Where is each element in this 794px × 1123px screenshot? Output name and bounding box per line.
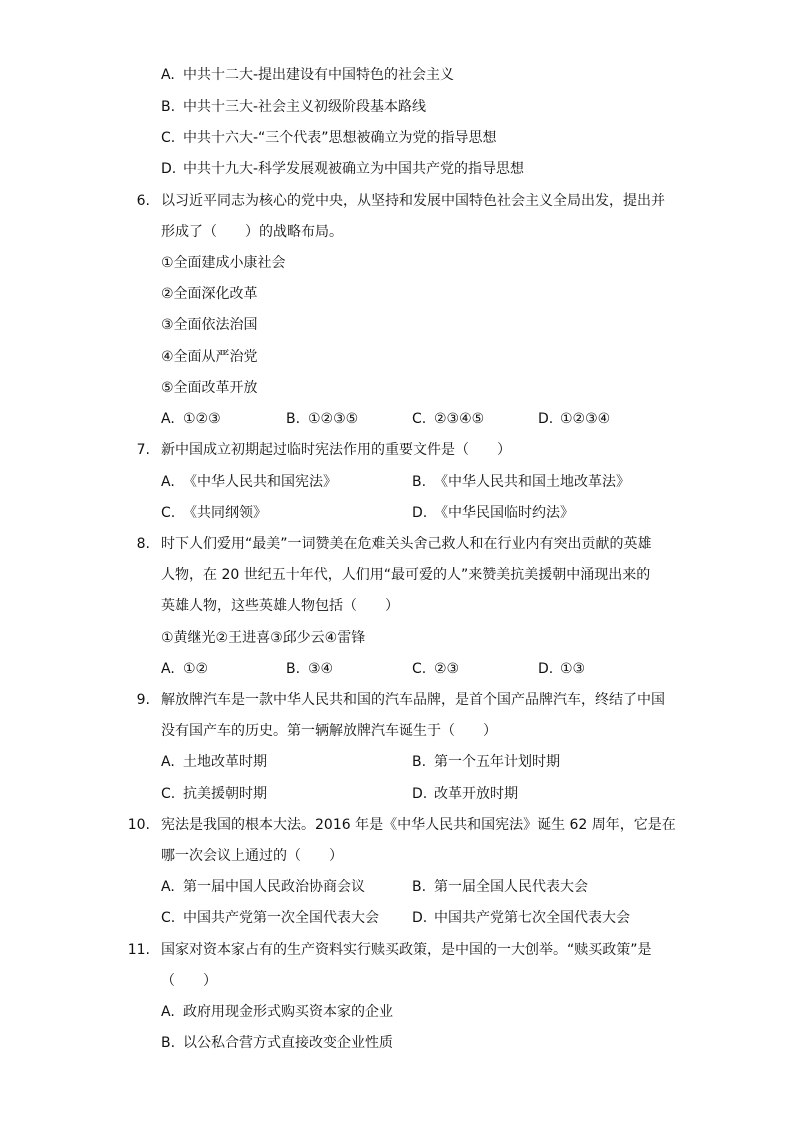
option-b: B. 第一个五年计划时期 [412,754,560,770]
option-a: A. 土地改革时期 [161,754,267,770]
question-number: 7. [136,442,150,458]
question-stem: 英雄人物，这些英雄人物包括（ ） [161,598,399,614]
question-stem: 人物，在 20 世纪五十年代，人们用“最可爱的人”来赞美抗美援朝中涌现出来的 [161,567,651,583]
question-stem: 没有国产车的历史。第一辆解放牌汽车诞生于（ ） [161,723,497,739]
option-a: A. ①② [161,661,209,677]
option-a: A. 政府用现金形式购买资本家的企业 [161,1004,393,1020]
question-stem: （ ） [161,973,217,989]
option-b: B. 中共十三大-社会主义初级阶段基本路线 [161,99,427,115]
question-stem: 时下人们爱用“最美”一词赞美在危难关头舍己救人和在行业内有突出贡献的英雄 [161,536,652,552]
option-c: C. 中共十六大-“三个代表”思想被确立为党的指导思想 [161,130,497,146]
option-b: B. 《中华人民共和国土地改革法》 [412,474,630,490]
option-d: D. 中国共产党第七次全国代表大会 [412,910,630,926]
question-stem: 以习近平同志为核心的党中央，从坚持和发展中国特色社会主义全局出发，提出并 [161,193,665,209]
option-a: A. 《中华人民共和国宪法》 [161,474,337,490]
choice-item: ④全面从严治党 [161,349,258,365]
option-d: D. 中共十九大-科学发展观被确立为中国共产党的指导思想 [161,161,525,177]
question-stem: 形成了（ ）的战略布局。 [161,224,343,240]
question-number: 11. [127,942,150,958]
option-c: C. 抗美援朝时期 [161,786,267,802]
question-number: 10. [127,817,150,833]
choice-item: ①全面建成小康社会 [161,255,286,271]
option-c: C. ②③ [412,661,460,677]
option-d: D. 改革开放时期 [412,786,518,802]
question-stem: 国家对资本家占有的生产资料实行赎买政策，是中国的一大创举。“赎买政策”是 [161,942,652,958]
option-b: B. ③④ [286,661,334,677]
choice-item: ①黄继光②王进喜③邱少云④雷锋 [161,630,366,646]
question-number: 9. [136,692,150,708]
option-b: B. 以公私合营方式直接改变企业性质 [161,1035,393,1051]
option-d: D. ①②③④ [538,411,611,427]
option-d: D. ①③ [538,661,586,677]
option-c: C. 中国共产党第一次全国代表大会 [161,910,379,926]
question-number: 6. [136,193,150,209]
option-a: A. 中共十二大-提出建设有中国特色的社会主义 [161,67,455,83]
question-stem: 新中国成立初期起过临时宪法作用的重要文件是（ ） [161,442,511,458]
question-stem: 宪法是我国的根本大法。2016 年是《中华人民共和国宪法》诞生 62 周年，它是在 [161,817,676,833]
option-b: B. ①②③⑤ [286,411,359,427]
option-a: A. ①②③ [161,411,221,427]
choice-item: ②全面深化改革 [161,286,258,302]
option-c: C. 《共同纲领》 [161,505,267,521]
choice-item: ③全面依法治国 [161,317,258,333]
option-a: A. 第一届中国人民政治协商会议 [161,879,365,895]
option-b: B. 第一届全国人民代表大会 [412,879,588,895]
question-stem: 哪一次会议上通过的（ ） [161,848,343,864]
option-c: C. ②③④⑤ [412,411,485,427]
question-number: 8. [136,536,150,552]
question-stem: 解放牌汽车是一款中华人民共和国的汽车品牌，是首个国产品牌汽车，终结了中国 [161,692,665,708]
option-d: D. 《中华民国临时约法》 [412,505,574,521]
choice-item: ⑤全面改革开放 [161,380,258,396]
